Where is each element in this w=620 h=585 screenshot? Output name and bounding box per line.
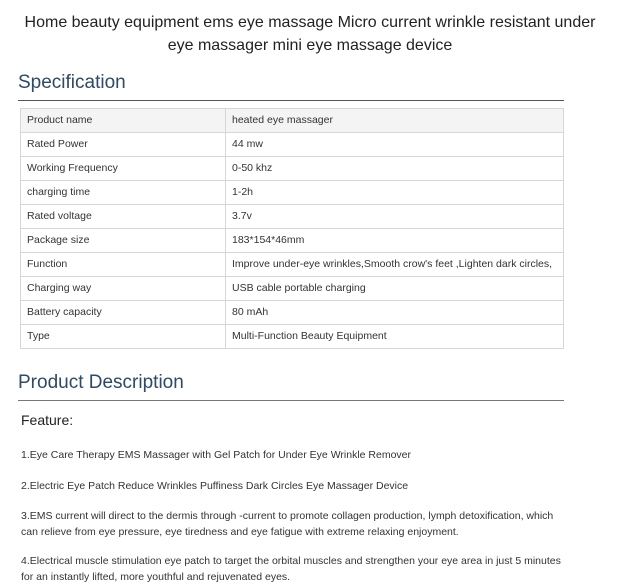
spec-value: 44 mw xyxy=(226,133,564,157)
table-row xyxy=(21,181,564,205)
specification-table xyxy=(20,108,564,349)
spec-value: 1-2h xyxy=(226,181,564,205)
feature-paragraph: 2.Electric Eye Patch Reduce Wrinkles Puffiness Dark Circles Eye Massager Device xyxy=(21,480,409,492)
feature-paragraph: 1.Eye Care Therapy EMS Massager with Gel Patch for Under Eye Wrinkle Remover xyxy=(21,449,412,461)
spec-key: Rated Power xyxy=(21,133,226,157)
product-description-heading: Product Description xyxy=(18,372,564,401)
spec-key: charging time xyxy=(21,181,226,205)
feature-paragraph: 4.Electrical muscle stimulation eye patch to target the orbital muscles and strengthen your eye area in just 5 minutes for an instantly lifted, more youthful and rejuvenated eyes. xyxy=(21,555,561,583)
feature-paragraph: 3.EMS current will direct to the dermis through -current to promote collagen production, lymph detoxification, which can relieve from eye pressure, eye tiredness and eye fatigue with extreme relaxing enjoyment. xyxy=(21,510,554,538)
spec-key: Working Frequency xyxy=(21,157,226,181)
spec-key: Type xyxy=(21,325,226,349)
spec-value: 183*154*46mm xyxy=(226,229,564,253)
spec-value: 80 mAh xyxy=(226,301,564,325)
table-row xyxy=(21,133,564,157)
table-row xyxy=(21,325,564,349)
spec-key: Rated voltage xyxy=(21,205,226,229)
spec-key: Product name xyxy=(21,109,226,133)
spec-value: USB cable portable charging xyxy=(226,277,564,301)
spec-key: Charging way xyxy=(21,277,226,301)
spec-value: Improve under-eye wrinkles,Smooth crow's feet ,Lighten dark circles, xyxy=(226,253,564,277)
spec-key: Battery capacity xyxy=(21,301,226,325)
spec-value: Multi-Function Beauty Equipment xyxy=(226,325,564,349)
table-row xyxy=(21,253,564,277)
spec-value: heated eye massager xyxy=(226,109,564,133)
spec-value: 0-50 khz xyxy=(226,157,564,181)
table-row xyxy=(21,157,564,181)
table-row xyxy=(21,205,564,229)
table-row xyxy=(21,109,564,133)
feature-heading: Feature: xyxy=(21,412,74,428)
spec-key: Package size xyxy=(21,229,226,253)
table-row xyxy=(21,277,564,301)
table-row xyxy=(21,301,564,325)
spec-key: Function xyxy=(21,253,226,277)
spec-value: 3.7v xyxy=(226,205,564,229)
specification-heading: Specification xyxy=(18,72,564,101)
table-row xyxy=(21,229,564,253)
product-title: Home beauty equipment ems eye massage Micro current wrinkle resistant under eye massager mini eye massage device xyxy=(24,14,596,54)
